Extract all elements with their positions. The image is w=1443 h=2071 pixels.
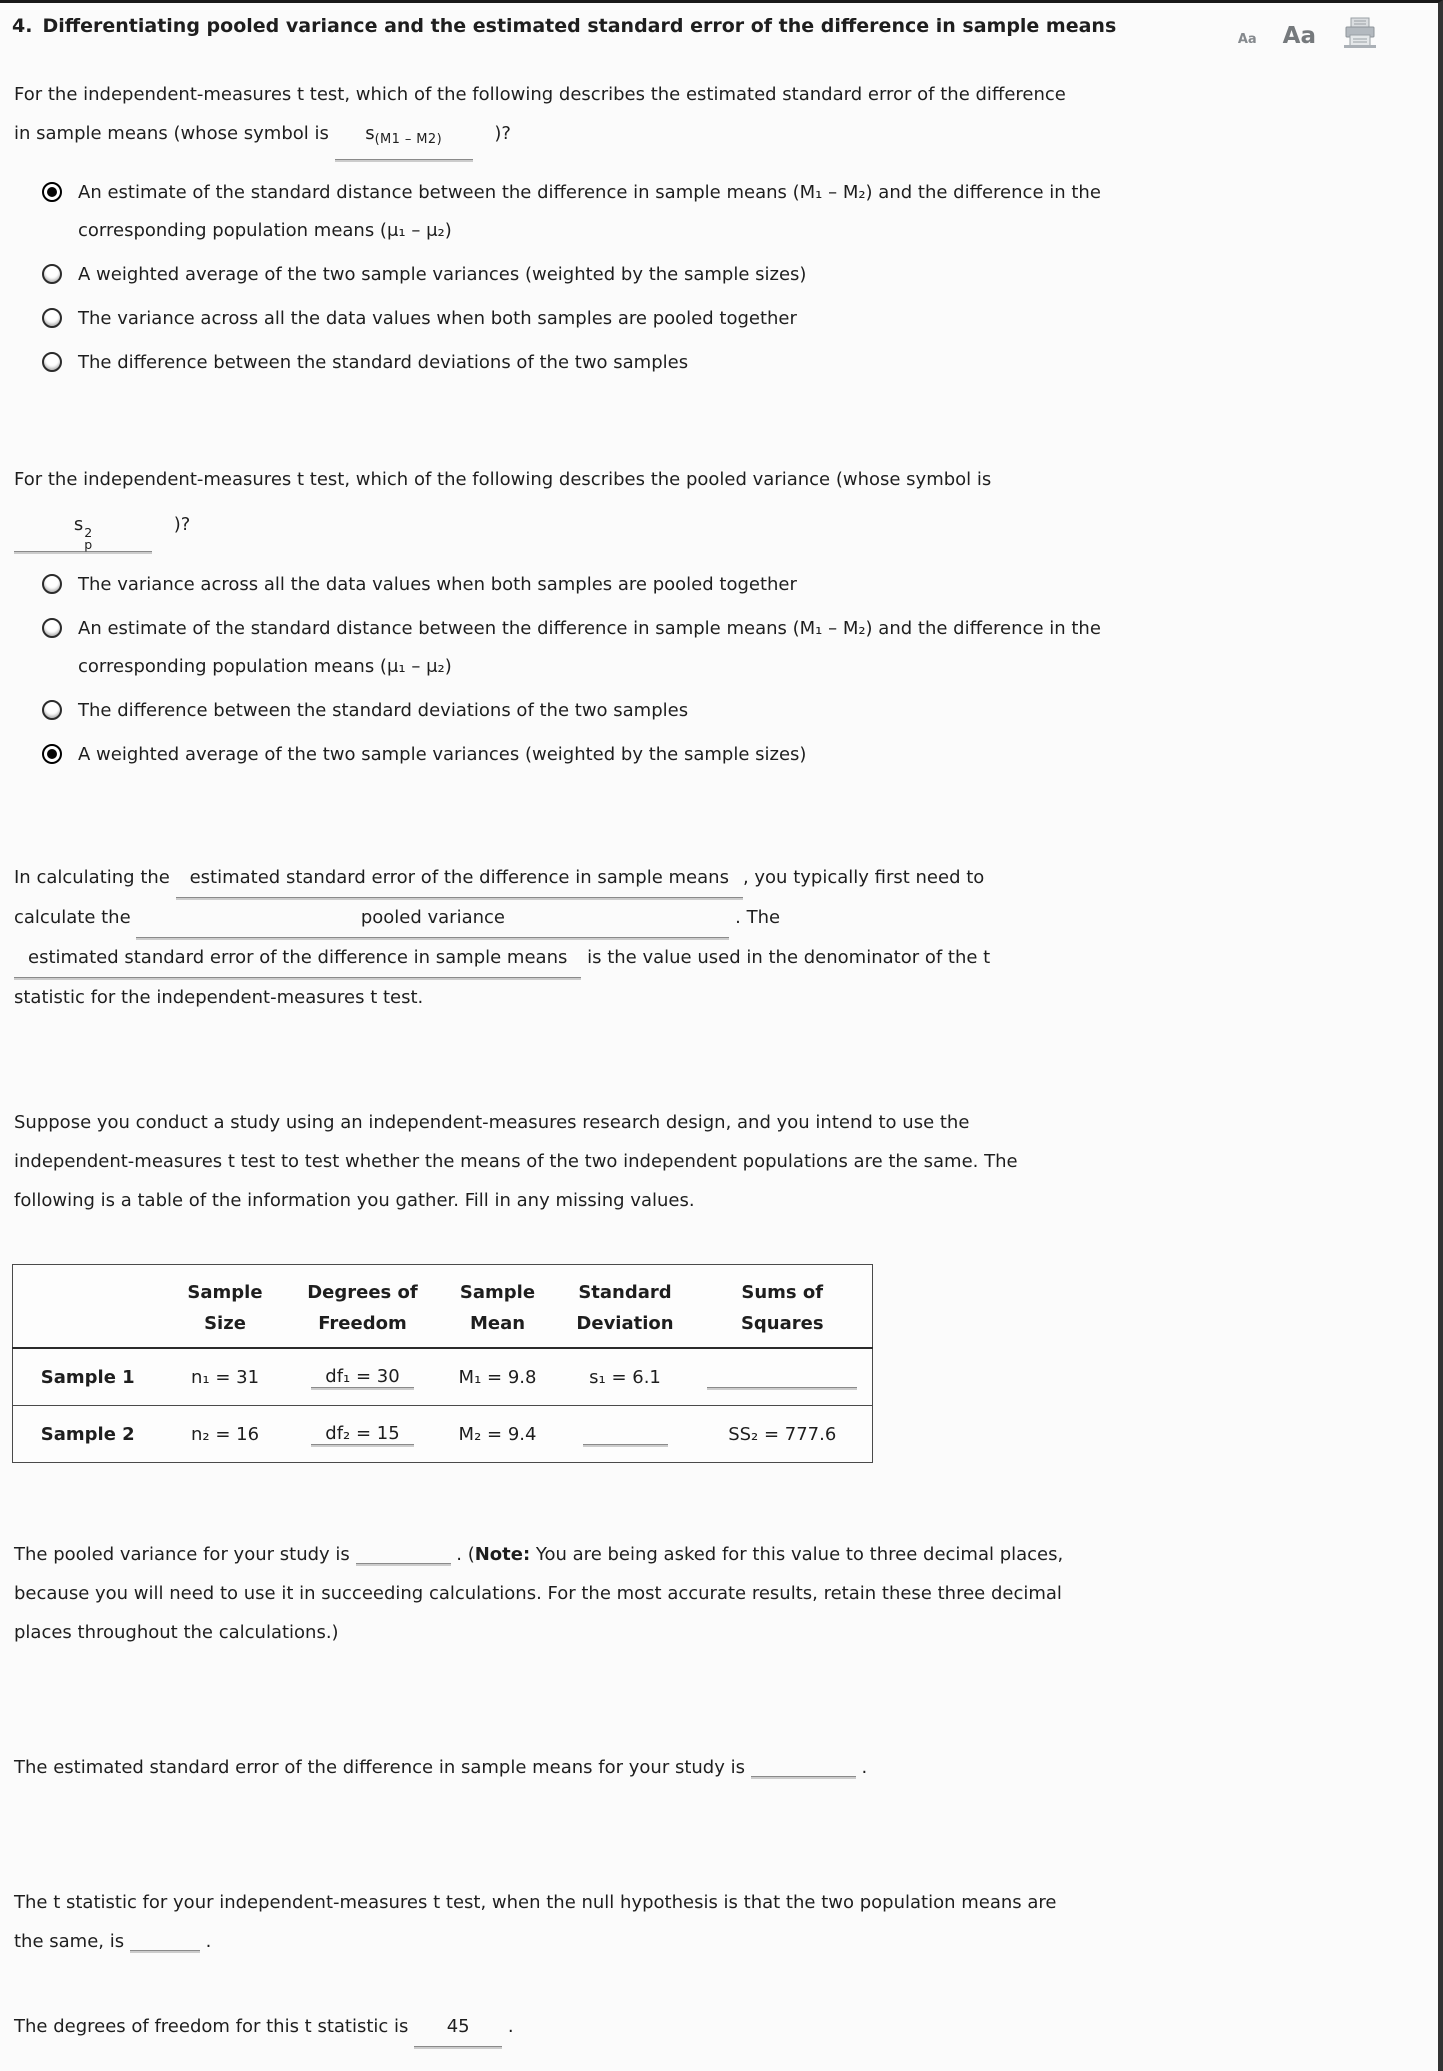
sample2-df-answer[interactable]: df₂ = 15 bbox=[311, 1423, 413, 1445]
sample2-df-cell bbox=[288, 1406, 438, 1463]
fill-line-1: In calculating the estimated standard error of the difference in sample means , you typically first need to bbox=[14, 858, 1424, 898]
printer-icon bbox=[1342, 17, 1378, 49]
table-header-empty bbox=[13, 1265, 163, 1349]
q2-prompt-line1: For the independent-measures t test, which of the following describes the pooled variance (whose symbol is bbox=[14, 469, 992, 490]
fill-line-2: calculate the pooled variance . The bbox=[14, 898, 1424, 938]
study-data-table bbox=[12, 1264, 873, 1463]
q2-symbol-scripts bbox=[84, 527, 92, 551]
radio-button-selected-icon[interactable] bbox=[42, 744, 62, 764]
q2-option-1[interactable] bbox=[42, 566, 1424, 604]
study-line-2: independent-measures t test to test whether the means of the two independent populations are the same. The bbox=[14, 1151, 1018, 1172]
radio-button-icon[interactable] bbox=[42, 352, 62, 372]
fill-blank-2[interactable]: pooled variance bbox=[136, 898, 729, 938]
radio-button-selected-icon[interactable] bbox=[42, 182, 62, 202]
q1-symbol-base: s bbox=[365, 123, 375, 144]
sample1-ss-answer-blank[interactable] bbox=[707, 1365, 857, 1388]
q2-option-4[interactable] bbox=[42, 736, 1424, 774]
sample2-size: n₂ = 16 bbox=[190, 1423, 260, 1445]
pooled-line-3: places throughout the calculations.) bbox=[14, 1622, 339, 1643]
sample2-ss: SS₂ = 777.6 bbox=[728, 1423, 837, 1445]
pooled-line-1: The pooled variance for your study is . (Note: You are being asked for this value to three decimal places, bbox=[14, 1535, 1424, 1574]
table-header-standard-deviation: Standard Deviation bbox=[558, 1265, 693, 1349]
table-row-sample-1 bbox=[13, 1348, 873, 1406]
note-label: Note: bbox=[474, 1544, 531, 1565]
degrees-of-freedom-answer[interactable]: 45 bbox=[414, 2007, 502, 2047]
standard-error-answer-blank[interactable] bbox=[751, 1754, 856, 1777]
t-statistic-question bbox=[14, 1883, 1424, 1961]
question-number: 4. bbox=[12, 15, 33, 37]
q1-prompt bbox=[14, 75, 1424, 160]
row-label: Sample 1 bbox=[13, 1348, 163, 1406]
sample2-mean: M₂ = 9.4 bbox=[458, 1423, 537, 1445]
q2-symbol-superscript: 2 bbox=[84, 525, 93, 540]
q2-symbol-base: s bbox=[73, 514, 84, 535]
q1-options bbox=[12, 174, 1424, 382]
pooled-variance-question bbox=[14, 1535, 1424, 1652]
q2-option-1-label[interactable]: The variance across all the data values when both samples are pooled together bbox=[78, 574, 797, 595]
sample1-mean: M₁ = 9.8 bbox=[438, 1348, 558, 1406]
q2-prompt-line2: s 2 p )? bbox=[14, 505, 1424, 552]
radio-button-icon[interactable] bbox=[42, 308, 62, 328]
q2-options bbox=[12, 566, 1424, 774]
fill-blank-1[interactable]: estimated standard error of the difference in sample means bbox=[176, 858, 743, 898]
radio-button-icon[interactable] bbox=[42, 618, 62, 638]
q2-option-2-label[interactable]: An estimate of the standard distance between the difference in sample means (M₁ – M₂) and the difference in the corresponding population means (μ₁ – μ₂) bbox=[78, 618, 1101, 677]
q1-prompt-line1: For the independent-measures t test, which of the following describes the estimated standard error of the difference bbox=[14, 84, 1066, 105]
q1-option-1-label[interactable]: An estimate of the standard distance between the difference in sample means (M₁ – M₂) and the difference in the corresponding population means (μ₁ – μ₂) bbox=[78, 182, 1101, 241]
sample1-sd: s₁ = 6.1 bbox=[558, 1348, 693, 1406]
pooled-line-2: because you will need to use it in succeeding calculations. For the most accurate results, retain these three decimal bbox=[14, 1583, 1062, 1604]
table-header-sample-size: Sample Size bbox=[163, 1265, 288, 1349]
q2-option-3-label[interactable]: The difference between the standard deviations of the two samples bbox=[78, 700, 689, 721]
table-header-sample-mean: Sample Mean bbox=[438, 1265, 558, 1349]
q1-option-2-label[interactable]: A weighted average of the two sample variances (weighted by the sample sizes) bbox=[78, 264, 807, 285]
degrees-of-freedom-question: The degrees of freedom for this t statistic is 45 . bbox=[14, 2007, 1424, 2047]
fill-line-4: statistic for the independent-measures t test. bbox=[14, 987, 424, 1008]
font-size-large-button[interactable]: Aa bbox=[1282, 23, 1316, 49]
q1-option-1[interactable] bbox=[42, 174, 1424, 250]
page-title bbox=[12, 11, 1162, 41]
question-title: Differentiating pooled variance and the estimated standard error of the difference in sample means bbox=[42, 15, 1117, 37]
sample1-df-cell bbox=[288, 1348, 438, 1406]
table-header-sums-of-squares: Sums of Squares bbox=[693, 1265, 873, 1349]
study-line-1: Suppose you conduct a study using an independent-measures research design, and you intend to use the bbox=[14, 1112, 970, 1133]
table-header-row bbox=[13, 1265, 873, 1349]
sample2-sd-answer-blank[interactable] bbox=[583, 1422, 668, 1445]
q1-symbol-subscript: (M1 – M2) bbox=[374, 132, 443, 147]
study-line-3: following is a table of the information you gather. Fill in any missing values. bbox=[14, 1190, 695, 1211]
header bbox=[12, 11, 1424, 49]
q2-option-2[interactable] bbox=[42, 610, 1424, 686]
tstat-line-1: The t statistic for your independent-measures t test, when the null hypothesis is that the two population means are bbox=[14, 1892, 1057, 1913]
tstat-line-2: the same, is . bbox=[14, 1922, 1424, 1961]
sample1-ss-cell bbox=[693, 1348, 873, 1406]
fill-in-paragraph bbox=[14, 858, 1424, 1017]
q1-option-4[interactable] bbox=[42, 344, 1424, 382]
radio-button-icon[interactable] bbox=[42, 264, 62, 284]
row-label: Sample 2 bbox=[40, 1423, 135, 1445]
print-button[interactable] bbox=[1342, 17, 1378, 54]
sample1-df-answer[interactable]: df₁ = 30 bbox=[311, 1366, 413, 1388]
q1-option-2[interactable] bbox=[42, 256, 1424, 294]
q2-symbol-subscript: p bbox=[84, 537, 93, 552]
q1-option-3[interactable] bbox=[42, 300, 1424, 338]
q1-option-3-label[interactable]: The variance across all the data values when both samples are pooled together bbox=[78, 308, 797, 329]
table-header-degrees-of-freedom: Degrees of Freedom bbox=[288, 1265, 438, 1349]
q2-option-3[interactable] bbox=[42, 692, 1424, 730]
fill-line-3: estimated standard error of the difference in sample means is the value used in the denominator of the t bbox=[14, 938, 1424, 978]
pooled-variance-answer-blank[interactable] bbox=[356, 1541, 451, 1564]
q2-symbol-answer-blank[interactable] bbox=[14, 505, 152, 552]
table-row-sample-2 bbox=[13, 1406, 873, 1463]
q2-option-4-label[interactable]: A weighted average of the two sample variances (weighted by the sample sizes) bbox=[78, 744, 807, 765]
fill-blank-3[interactable]: estimated standard error of the difference in sample means bbox=[14, 938, 581, 978]
toolbar bbox=[1238, 11, 1378, 49]
font-size-small-button[interactable]: Aa bbox=[1237, 32, 1257, 47]
radio-button-icon[interactable] bbox=[42, 700, 62, 720]
q1-prompt-line2: in sample means (whose symbol is $s_{(M1 - M2)}$ )? bbox=[14, 114, 1424, 160]
study-intro bbox=[14, 1103, 1424, 1220]
q2-prompt bbox=[14, 460, 1424, 552]
q1-option-4-label[interactable]: The difference between the standard deviations of the two samples bbox=[78, 352, 689, 373]
t-statistic-answer-blank[interactable] bbox=[130, 1928, 200, 1951]
sample1-size: n₁ = 31 bbox=[163, 1348, 288, 1406]
sample2-sd-cell bbox=[558, 1406, 693, 1463]
radio-button-icon[interactable] bbox=[42, 574, 62, 594]
standard-error-question: The estimated standard error of the difference in sample means for your study is . bbox=[14, 1748, 1424, 1787]
q1-symbol-answer-blank[interactable] bbox=[335, 114, 473, 160]
